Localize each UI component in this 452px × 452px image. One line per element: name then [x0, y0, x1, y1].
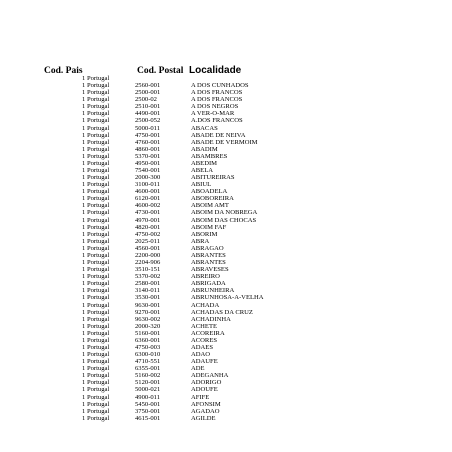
cod-pais-cell: 1 Portugal — [82, 138, 110, 146]
localidade-cell: ADE — [191, 365, 205, 373]
localidade-cell: A VER-O-MAR — [191, 110, 235, 118]
localidade-cell: ABRAVESES — [191, 266, 229, 274]
cod-postal-cell: 9630-002 — [135, 315, 161, 323]
table-row — [0, 344, 452, 351]
cod-pais-cell: 1 Portugal — [82, 159, 110, 167]
cod-postal-cell: 6300-010 — [135, 351, 161, 359]
localidade-cell: ABOBOREIRA — [191, 195, 234, 203]
cod-postal-cell: 4970-001 — [135, 216, 161, 224]
table-row — [0, 302, 452, 309]
table-row — [0, 394, 452, 401]
table-row — [0, 252, 452, 259]
cod-pais-cell: 1 Portugal — [82, 216, 110, 224]
cod-pais-cell: 1 Portugal — [82, 280, 110, 288]
postal-code-list — [0, 75, 452, 422]
localidade-cell: ACORES — [191, 336, 218, 344]
cod-pais-cell: 1 Portugal — [82, 223, 110, 231]
header-cod-postal: Cod. Postal — [137, 66, 184, 76]
localidade-cell: ABACAS — [191, 124, 218, 132]
localidade-cell: ABRUNHOSA-A-VELHA — [191, 294, 264, 302]
cod-postal-cell: 6360-001 — [135, 336, 161, 344]
cod-postal-cell: 4710-551 — [135, 358, 161, 366]
cod-postal-cell: 3140-011 — [135, 287, 161, 295]
table-row — [0, 294, 452, 301]
header-localidade: Localidade — [189, 65, 242, 76]
cod-pais-cell: 1 Portugal — [82, 351, 110, 359]
cod-postal-cell: 2500-02 — [135, 96, 157, 104]
cod-pais-cell: 1 Portugal — [82, 237, 110, 245]
cod-postal-cell: 3750-001 — [135, 407, 161, 415]
table-row — [0, 117, 452, 124]
cod-pais-cell: 1 Portugal — [82, 308, 110, 316]
cod-postal-cell: 3510-151 — [135, 266, 161, 274]
localidade-cell: ABORIM — [191, 230, 218, 238]
cod-pais-cell: 1 Portugal — [82, 75, 110, 82]
localidade-cell: ABRANTES — [191, 259, 226, 267]
localidade-cell: ABRAGAO — [191, 244, 224, 252]
table-row — [0, 174, 452, 181]
table-row — [0, 89, 452, 96]
localidade-cell: ABITUREIRAS — [191, 174, 235, 182]
table-row — [0, 337, 452, 344]
table-row — [0, 202, 452, 209]
table-row — [0, 408, 452, 415]
localidade-cell: AGILDE — [191, 414, 216, 422]
localidade-cell: ADOUFE — [191, 386, 218, 394]
cod-postal-cell: 2510-001 — [135, 103, 161, 111]
table-row — [0, 153, 452, 160]
cod-postal-cell: 4750-002 — [135, 230, 161, 238]
cod-pais-cell: 1 Portugal — [82, 407, 110, 415]
localidade-cell: A.DOS FRANCOS — [191, 117, 243, 125]
table-row — [0, 330, 452, 337]
table-row — [0, 160, 452, 167]
table-row — [0, 372, 452, 379]
cod-postal-cell: 4750-001 — [135, 131, 161, 139]
cod-pais-cell: 1 Portugal — [82, 329, 110, 337]
cod-pais-cell: 1 Portugal — [82, 386, 110, 394]
localidade-cell: ABIUL — [191, 181, 212, 189]
cod-pais-cell: 1 Portugal — [82, 103, 110, 111]
cod-postal-cell: 4750-003 — [135, 343, 161, 351]
localidade-cell: ABADE DE VERMOIM — [191, 138, 258, 146]
cod-postal-cell: 2000-300 — [135, 174, 161, 182]
cod-postal-cell: 2025-011 — [135, 237, 161, 245]
table-row — [0, 309, 452, 316]
cod-postal-cell: 3530-001 — [135, 294, 161, 302]
cod-postal-cell: 9270-001 — [135, 308, 161, 316]
localidade-cell: ABRANTES — [191, 251, 226, 259]
cod-pais-cell: 1 Portugal — [82, 244, 110, 252]
localidade-cell: ABELA — [191, 167, 213, 175]
cod-pais-cell: 1 Portugal — [82, 96, 110, 104]
cod-postal-cell: 5000-021 — [135, 386, 161, 394]
cod-postal-cell: 2580-001 — [135, 280, 161, 288]
localidade-cell: ACHETE — [191, 322, 218, 330]
table-row — [0, 188, 452, 195]
cod-postal-cell: 4730-001 — [135, 209, 161, 217]
localidade-cell: ABREIRO — [191, 273, 220, 281]
cod-pais-cell: 1 Portugal — [82, 124, 110, 132]
table-row — [0, 386, 452, 393]
cod-postal-cell: 4860-001 — [135, 145, 161, 153]
cod-pais-cell: 1 Portugal — [82, 400, 110, 408]
localidade-cell: ABADIM — [191, 145, 218, 153]
table-row — [0, 379, 452, 386]
cod-postal-cell: 3100-011 — [135, 181, 161, 189]
table-row — [0, 415, 452, 422]
cod-pais-cell: 1 Portugal — [82, 195, 110, 203]
cod-postal-cell: 2500-001 — [135, 89, 161, 97]
cod-pais-cell: 1 Portugal — [82, 202, 110, 210]
localidade-cell: AFONSIM — [191, 400, 221, 408]
cod-pais-cell: 1 Portugal — [82, 181, 110, 189]
cod-postal-cell: 4560-001 — [135, 244, 161, 252]
cod-pais-cell: 1 Portugal — [82, 174, 110, 182]
cod-postal-cell: 4490-001 — [135, 110, 161, 118]
cod-postal-cell: 4600-001 — [135, 188, 161, 196]
localidade-cell: ABOIM DA NOBREGA — [191, 209, 258, 217]
localidade-cell: ABOIM AMT — [191, 202, 229, 210]
cod-pais-cell: 1 Portugal — [82, 259, 110, 267]
cod-postal-cell: 5370-002 — [135, 273, 161, 281]
localidade-cell: ACHADAS DA CRUZ — [191, 308, 253, 316]
cod-pais-cell: 1 Portugal — [82, 145, 110, 153]
cod-postal-cell: 2500-052 — [135, 117, 161, 125]
cod-postal-cell: 4950-001 — [135, 159, 161, 167]
cod-pais-cell: 1 Portugal — [82, 358, 110, 366]
cod-pais-cell: 1 Portugal — [82, 89, 110, 97]
cod-postal-cell: 6355-001 — [135, 365, 161, 373]
cod-pais-cell: 1 Portugal — [82, 230, 110, 238]
table-row — [0, 224, 452, 231]
cod-pais-cell: 1 Portugal — [82, 273, 110, 281]
table-row — [0, 316, 452, 323]
cod-postal-cell: 4615-001 — [135, 414, 161, 422]
localidade-cell: ABRIGADA — [191, 280, 226, 288]
localidade-cell: ABOIM DAS CHOCAS — [191, 216, 257, 224]
localidade-cell: ACHADA — [191, 301, 220, 309]
localidade-cell: ABRUNHEIRA — [191, 287, 235, 295]
localidade-cell: A DOS NEGROS — [191, 103, 239, 111]
localidade-cell: ACOREIRA — [191, 329, 225, 337]
cod-postal-cell: 5160-001 — [135, 329, 161, 337]
table-row — [0, 146, 452, 153]
localidade-cell: ABADE DE NEIVA — [191, 131, 246, 139]
table-row — [0, 245, 452, 252]
table-row — [0, 125, 452, 132]
localidade-cell: ACHADINHA — [191, 315, 231, 323]
cod-pais-cell: 1 Portugal — [82, 294, 110, 302]
cod-postal-cell: 2000-320 — [135, 322, 161, 330]
localidade-cell: ABRA — [191, 237, 210, 245]
table-row — [0, 280, 452, 287]
cod-pais-cell: 1 Portugal — [82, 414, 110, 422]
table-row — [0, 82, 452, 89]
cod-pais-cell: 1 Portugal — [82, 315, 110, 323]
cod-pais-cell: 1 Portugal — [82, 336, 110, 344]
localidade-cell: A DOS FRANCOS — [191, 96, 243, 104]
cod-postal-cell: 4760-001 — [135, 138, 161, 146]
table-row — [0, 167, 452, 174]
cod-postal-cell: 5450-001 — [135, 400, 161, 408]
localidade-cell: AFIFE — [191, 393, 210, 401]
localidade-cell: ADAES — [191, 343, 213, 351]
cod-postal-cell: 7540-001 — [135, 167, 161, 175]
cod-postal-cell: 4900-011 — [135, 393, 161, 401]
localidade-cell: A DOS CUNHADOS — [191, 82, 249, 90]
table-row — [0, 231, 452, 238]
table-row — [0, 401, 452, 408]
table-row — [0, 110, 452, 117]
table-row — [0, 217, 452, 224]
cod-pais-cell: 1 Portugal — [82, 266, 110, 274]
table-row — [0, 139, 452, 146]
table-row — [0, 181, 452, 188]
localidade-cell: ADAUFE — [191, 358, 218, 366]
localidade-cell: ADAO — [191, 351, 211, 359]
cod-postal-cell: 2204-906 — [135, 259, 161, 267]
localidade-cell: ABOIM FAF — [191, 223, 227, 231]
table-row — [0, 287, 452, 294]
cod-postal-cell: 5000-011 — [135, 124, 161, 132]
localidade-cell: ABAMBRES — [191, 152, 228, 160]
table-row — [0, 266, 452, 273]
cod-postal-cell: 2560-001 — [135, 82, 161, 90]
localidade-cell: ABOADELA — [191, 188, 228, 196]
table-row — [0, 351, 452, 358]
cod-pais-cell: 1 Portugal — [82, 365, 110, 373]
cod-pais-cell: 1 Portugal — [82, 82, 110, 90]
localidade-cell: ABEDIM — [191, 159, 218, 167]
localidade-cell: ADEGANHA — [191, 372, 229, 380]
table-row — [0, 323, 452, 330]
cod-postal-cell: 5370-001 — [135, 152, 161, 160]
cod-postal-cell: 4600-002 — [135, 202, 161, 210]
table-row — [0, 209, 452, 216]
localidade-cell: AGADAO — [191, 407, 220, 415]
cod-pais-cell: 1 Portugal — [82, 117, 110, 125]
cod-postal-cell: 9630-001 — [135, 301, 161, 309]
header-cod-pais: Cod. Pais — [44, 66, 83, 76]
table-row — [0, 273, 452, 280]
cod-postal-cell: 5120-001 — [135, 379, 161, 387]
cod-pais-cell: 1 Portugal — [82, 322, 110, 330]
cod-pais-cell: 1 Portugal — [82, 287, 110, 295]
table-row — [0, 259, 452, 266]
table-row — [0, 103, 452, 110]
cod-pais-cell: 1 Portugal — [82, 209, 110, 217]
cod-pais-cell: 1 Portugal — [82, 379, 110, 387]
cod-postal-cell: 2200-000 — [135, 251, 161, 259]
cod-pais-cell: 1 Portugal — [82, 152, 110, 160]
cod-pais-cell: 1 Portugal — [82, 188, 110, 196]
cod-postal-cell: 5160-002 — [135, 372, 161, 380]
cod-pais-cell: 1 Portugal — [82, 301, 110, 309]
localidade-cell: ADORIGO — [191, 379, 222, 387]
cod-postal-cell: 6120-001 — [135, 195, 161, 203]
table-row — [0, 195, 452, 202]
cod-pais-cell: 1 Portugal — [82, 131, 110, 139]
cod-pais-cell: 1 Portugal — [82, 343, 110, 351]
cod-pais-cell: 1 Portugal — [82, 251, 110, 259]
table-row — [0, 75, 452, 82]
localidade-cell: A DOS FRANCOS — [191, 89, 243, 97]
cod-pais-cell: 1 Portugal — [82, 372, 110, 380]
cod-pais-cell: 1 Portugal — [82, 167, 110, 175]
table-row — [0, 132, 452, 139]
cod-pais-cell: 1 Portugal — [82, 393, 110, 401]
table-row — [0, 365, 452, 372]
table-row — [0, 238, 452, 245]
cod-pais-cell: 1 Portugal — [82, 110, 110, 118]
table-row — [0, 358, 452, 365]
cod-postal-cell: 4820-001 — [135, 223, 161, 231]
table-row — [0, 96, 452, 103]
